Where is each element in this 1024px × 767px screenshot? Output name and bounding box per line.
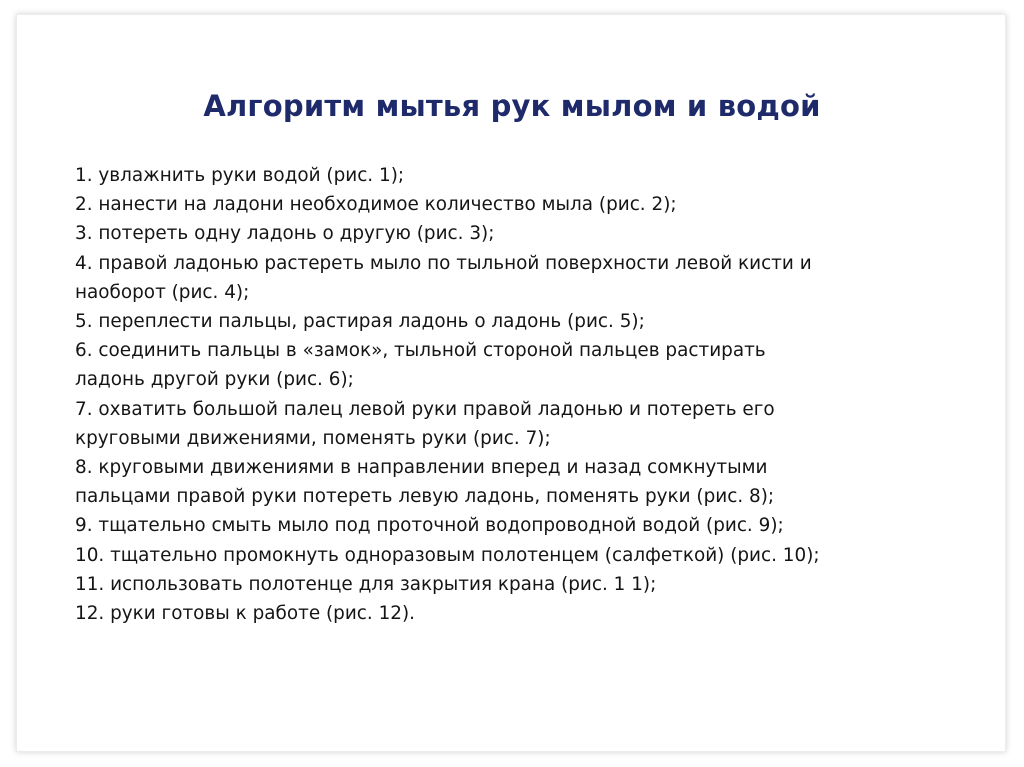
step-item-4: 4. правой ладонью растереть мыло по тыльной поверхности левой кисти и наоборот (рис. 4); — [75, 252, 812, 303]
step-item-6: 6. соединить пальцы в «замок», тыльной стороной пальцев растирать ладонь другой руки (рис. 6); — [75, 340, 766, 391]
step-item-12: 12. руки готовы к работе (рис. 12). — [75, 603, 416, 625]
step-item-7: 7. охватить большой палец левой руки правой ладонью и потереть его круговыми движениями, поменять руки (рис. 7); — [75, 398, 775, 449]
step-item-11: 11. использовать полотенце для закрытия крана (рис. 1 1); — [75, 573, 657, 595]
steps-list — [75, 161, 955, 628]
step-item-1: 1. увлажнить руки водой (рис. 1); — [75, 165, 405, 186]
step-item-8: 8. круговыми движениями в направлении вперед и назад сомкнутыми пальцами правой руки потереть левую ладонь, поменять руки (рис. 8); — [75, 457, 775, 508]
step-item-3: 3. потереть одну ладонь о другую (рис. 3); — [75, 223, 495, 245]
step-item-10: 10. тщательно промокнуть одноразовым полотенцем (салфеткой) (рис. 10); — [75, 544, 820, 566]
slide — [16, 14, 1006, 752]
step-item-2: 2. нанести на ладони необходимое количество мыла (рис. 2); — [75, 194, 677, 216]
step-item-5: 5. переплести пальцы, растирая ладонь о ладонь (рис. 5); — [75, 311, 645, 333]
slide-title: Алгоритм мытья рук мылом и водой — [203, 89, 821, 123]
step-item-9: 9. тщательно смыть мыло под проточной водопроводной водой (рис. 9); — [75, 515, 784, 537]
